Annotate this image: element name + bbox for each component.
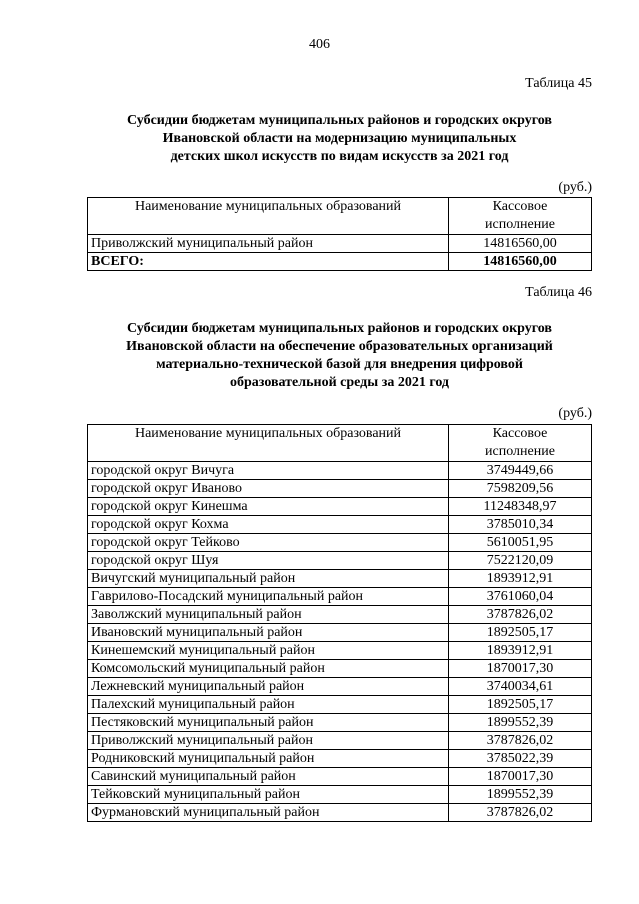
table-row bbox=[88, 660, 592, 678]
row-name: Палехский муниципальный район bbox=[88, 696, 449, 714]
row-value: 3787826,02 bbox=[449, 606, 592, 624]
table-row bbox=[88, 480, 592, 498]
header-name: Наименование муниципальных образований bbox=[88, 198, 449, 235]
title-line: Ивановской области на модернизацию муниципальных bbox=[162, 131, 517, 146]
table-row bbox=[88, 768, 592, 786]
row-value: 3749449,66 bbox=[449, 462, 592, 480]
row-value: 1899552,39 bbox=[449, 786, 592, 804]
row-value: 3787826,02 bbox=[449, 732, 592, 750]
table-row bbox=[88, 624, 592, 642]
table46 bbox=[87, 424, 592, 822]
row-name: Тейковский муниципальный район bbox=[88, 786, 449, 804]
row-value: 1892505,17 bbox=[449, 696, 592, 714]
table-row bbox=[88, 462, 592, 480]
table-row bbox=[88, 498, 592, 516]
header-value-line: исполнение bbox=[485, 217, 555, 232]
row-value: 1893912,91 bbox=[449, 570, 592, 588]
page-number: 406 bbox=[309, 37, 330, 52]
row-value: 1899552,39 bbox=[449, 714, 592, 732]
row-value: 5610051,95 bbox=[449, 534, 592, 552]
title-line: Субсидии бюджетам муниципальных районов и городских округов bbox=[127, 321, 552, 336]
row-name: Заволжский муниципальный район bbox=[88, 606, 449, 624]
row-value: 3785022,39 bbox=[449, 750, 592, 768]
header-value-line: исполнение bbox=[485, 444, 555, 459]
row-value: 3740034,61 bbox=[449, 678, 592, 696]
table-row bbox=[88, 804, 592, 822]
row-value: 3761060,04 bbox=[449, 588, 592, 606]
row-name: городской округ Шуя bbox=[88, 552, 449, 570]
title-line: материально-технической базой для внедрения цифровой bbox=[156, 357, 523, 372]
row-value: 1893912,91 bbox=[449, 642, 592, 660]
table-row bbox=[88, 732, 592, 750]
header-name: Наименование муниципальных образований bbox=[88, 425, 449, 462]
table-row bbox=[88, 714, 592, 732]
row-name: Ивановский муниципальный район bbox=[88, 624, 449, 642]
header-value-line: Кассовое bbox=[492, 426, 548, 441]
row-value: 1870017,30 bbox=[449, 768, 592, 786]
table45 bbox=[87, 197, 592, 271]
table46-label: Таблица 46 bbox=[525, 285, 592, 300]
header-value bbox=[449, 425, 592, 462]
row-name: Родниковский муниципальный район bbox=[88, 750, 449, 768]
table-row bbox=[88, 235, 592, 253]
row-value: 7598209,56 bbox=[449, 480, 592, 498]
row-name: Савинский муниципальный район bbox=[88, 768, 449, 786]
table45-unit: (руб.) bbox=[558, 180, 592, 195]
header-value-line: Кассовое bbox=[492, 199, 548, 214]
table-row bbox=[88, 534, 592, 552]
title-line: образовательной среды за 2021 год bbox=[229, 375, 450, 390]
row-name: Гаврилово-Посадский муниципальный район bbox=[88, 588, 449, 606]
row-name: городской округ Кохма bbox=[88, 516, 449, 534]
total-name: ВСЕГО: bbox=[88, 253, 449, 271]
title-line: Субсидии бюджетам муниципальных районов и городских округов bbox=[127, 113, 552, 128]
row-name: Пестяковский муниципальный район bbox=[88, 714, 449, 732]
row-name: Лежневский муниципальный район bbox=[88, 678, 449, 696]
row-name: Кинешемский муниципальный район bbox=[88, 642, 449, 660]
header-value bbox=[449, 198, 592, 235]
row-name: Вичугский муниципальный район bbox=[88, 570, 449, 588]
table45-label: Таблица 45 bbox=[525, 76, 592, 91]
table-row bbox=[88, 552, 592, 570]
row-name: Фурмановский муниципальный район bbox=[88, 804, 449, 822]
table-row bbox=[88, 570, 592, 588]
row-name: городской округ Тейково bbox=[88, 534, 449, 552]
total-value: 14816560,00 bbox=[449, 253, 592, 271]
row-value: 1870017,30 bbox=[449, 660, 592, 678]
table-row bbox=[88, 786, 592, 804]
row-value: 3785010,34 bbox=[449, 516, 592, 534]
row-name: городской округ Кинешма bbox=[88, 498, 449, 516]
table-row bbox=[88, 750, 592, 768]
row-name: Приволжский муниципальный район bbox=[88, 732, 449, 750]
row-name: Приволжский муниципальный район bbox=[88, 235, 449, 253]
table-row bbox=[88, 588, 592, 606]
row-value: 11248348,97 bbox=[449, 498, 592, 516]
table-header-row bbox=[88, 198, 592, 235]
row-value: 1892505,17 bbox=[449, 624, 592, 642]
total-row bbox=[88, 253, 592, 271]
table-row bbox=[88, 516, 592, 534]
table-header-row bbox=[88, 425, 592, 462]
table45-title bbox=[87, 112, 592, 166]
row-value: 7522120,09 bbox=[449, 552, 592, 570]
table-row bbox=[88, 678, 592, 696]
row-value: 14816560,00 bbox=[449, 235, 592, 253]
row-name: Комсомольский муниципальный район bbox=[88, 660, 449, 678]
title-line: Ивановской области на обеспечение образовательных организаций bbox=[126, 339, 553, 354]
table-row bbox=[88, 642, 592, 660]
title-line: детских школ искусств по видам искусств за 2021 год bbox=[170, 149, 509, 164]
table46-unit: (руб.) bbox=[558, 406, 592, 421]
table46-title bbox=[87, 320, 592, 392]
row-name: городской округ Иваново bbox=[88, 480, 449, 498]
row-value: 3787826,02 bbox=[449, 804, 592, 822]
row-name: городской округ Вичуга bbox=[88, 462, 449, 480]
table-row bbox=[88, 696, 592, 714]
table-row bbox=[88, 606, 592, 624]
